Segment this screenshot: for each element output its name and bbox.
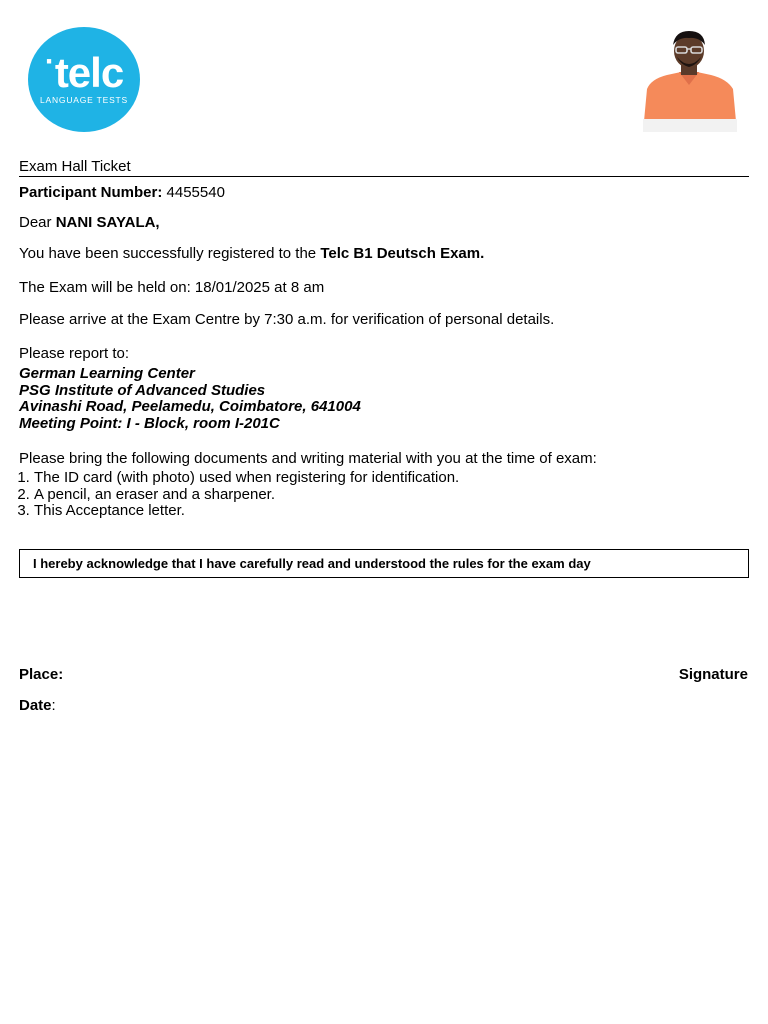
participant-photo <box>637 27 741 132</box>
address-line: PSG Institute of Advanced Studies <box>19 381 266 399</box>
signature-label: Signature <box>678 666 748 683</box>
registration-line <box>19 245 484 262</box>
arrival-line: Please arrive at the Exam Centre by 7:30 a.m. for verification of personal details. <box>19 311 555 328</box>
date-colon: : <box>51 697 56 714</box>
exam-name: Telc B1 Deutsch Exam. <box>320 245 485 262</box>
greeting <box>19 214 160 231</box>
address-line: Avinashi Road, Peelamedu, Coimbatore, 641004 <box>19 398 361 416</box>
exam-date-line: The Exam will be held on: 18/01/2025 at 8 am <box>19 279 325 296</box>
acknowledgement-text: I hereby acknowledge that I have carefully read and understood the rules for the exam day <box>33 556 591 571</box>
list-item: 2. A pencil, an eraser and a sharpener. <box>34 487 459 504</box>
registration-text: You have been successfully registered to the <box>19 245 317 262</box>
logo-tagline: LANGUAGE TESTS <box>39 95 129 105</box>
list-item: 3. This Acceptance letter. <box>34 503 459 520</box>
participant-name: NANI SAYALA, <box>55 214 160 231</box>
participant-number-label: Participant Number: <box>19 184 163 201</box>
acknowledgement-box <box>19 549 749 578</box>
report-label: Please report to: <box>19 345 130 362</box>
ticket-title: Exam Hall Ticket <box>19 158 749 177</box>
logo-wordmark: ·telc <box>44 45 124 96</box>
bring-line: Please bring the following documents and writing material with you at the time of exam: <box>19 450 597 467</box>
address-line: Meeting Point: I - Block, room I-201C <box>19 414 280 432</box>
participant-number-value: 4455540 <box>166 184 225 201</box>
greeting-prefix: Dear <box>19 214 52 231</box>
date-label: Date <box>19 697 52 714</box>
participant-number <box>19 184 225 201</box>
list-item: 1. The ID card (with photo) used when registering for identification. <box>34 470 459 487</box>
place-label: Place: <box>19 666 64 683</box>
address-line: German Learning Center <box>19 365 195 382</box>
exam-centre-address <box>19 366 361 432</box>
date-field <box>19 697 56 714</box>
documents-list <box>0 470 459 520</box>
telc-logo <box>28 27 140 132</box>
